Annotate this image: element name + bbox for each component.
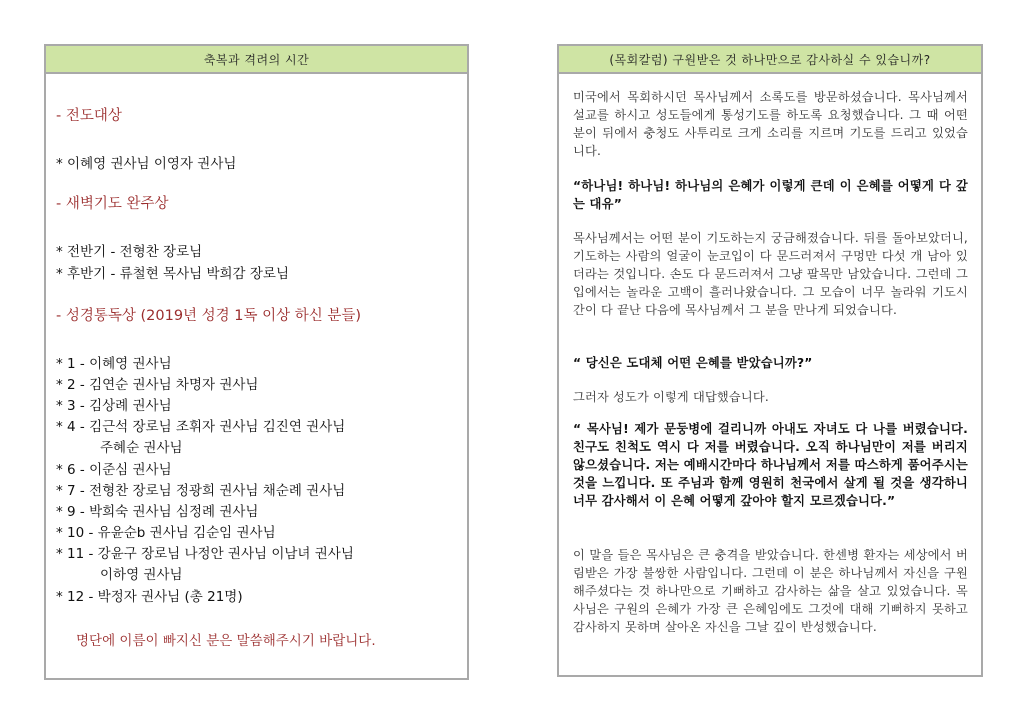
column-quote: “ 당신은 도대체 어떤 은혜를 받았습니까?”: [573, 356, 813, 370]
column-panel-header: (목회칼럼) 구원받은 것 하나만으로 감사하실 수 있습니까?: [559, 46, 981, 74]
section-bible-title: - 성경통독상 (2019년 성경 1독 이상 하신 분들): [56, 308, 362, 324]
bible-item: * 6 - 이준심 권사님: [56, 462, 172, 478]
bible-item: * 10 - 유윤순b 권사님 김순임 권사님: [56, 525, 276, 541]
column-panel: [557, 44, 983, 677]
bible-item: * 2 - 김연순 권사님 차명자 권사님: [56, 377, 259, 393]
column-quote: “ 목사님! 제가 문둥병에 걸리니까 아내도 자녀도 다 나를 버렸습니다. 친구도 친척도 역시 다 저를 버렸습니다. 오직 하나님만이 저를 버리지 않으셨습니다. 저는 예배시간마다 하나님께서 저를 따스하게 품어주시는 것을 느낍니다. 또 주님과 함께 영원히 천국에서 살게 될 것을 생각하니 너무 감사해서 이 은혜 어떻게 갚아야 할지 모르겠습니다.”: [573, 422, 968, 508]
dawn-item: * 전반기 - 전형찬 장로님: [56, 244, 203, 260]
column-panel-body: [559, 74, 981, 674]
bible-item: * 9 - 박희숙 권사님 심정례 권사님: [56, 504, 259, 520]
blessing-panel-body: [46, 74, 467, 674]
evangelism-item: * 이혜영 권사님 이영자 권사님: [56, 156, 237, 172]
bible-item-continued: 주혜순 권사님: [100, 440, 183, 456]
dawn-item: * 후반기 - 류철현 목사님 박희감 장로님: [56, 266, 289, 282]
column-quote: “하나님! 하나님! 하나님의 은혜가 이렇게 큰데 이 은혜를 어떻게 다 갚는 대유”: [573, 179, 968, 211]
section-dawn-title: - 새벽기도 완주상: [56, 196, 169, 212]
column-paragraph: 그러자 성도가 이렇게 대답했습니다.: [573, 390, 769, 404]
section-evangelism-title: - 전도대상: [56, 108, 122, 124]
blessing-panel: [44, 44, 469, 680]
column-paragraph: 미국에서 목회하시던 목사님께서 소록도를 방문하셨습니다. 목사님께서 설교를 하시고 성도들에게 통성기도를 하도록 요청했습니다. 그 때 어떤 분이 뒤에서 충청도 사투리로 크게 소리를 지르며 기도를 드리고 있었습니다.: [573, 90, 968, 158]
bible-item: * 3 - 김상례 권사님: [56, 398, 172, 414]
bible-item: * 7 - 전형찬 장로님 정광희 권사님 채순례 권사님: [56, 483, 346, 499]
blessing-panel-header: 축복과 격려의 시간: [46, 46, 467, 74]
bible-item: * 11 - 강윤구 장로님 나정안 권사님 이남녀 권사님: [56, 546, 354, 562]
bible-item: * 12 - 박정자 권사님 (총 21명): [56, 589, 243, 605]
bible-item: * 4 - 김근석 장로님 조휘자 권사님 김진연 권사님: [56, 419, 346, 435]
column-paragraph: 목사님께서는 어떤 분이 기도하는지 궁금해졌습니다. 뒤를 돌아보았더니, 기도하는 사람의 얼굴이 눈코입이 다 문드러져서 구멍만 다섯 개 남아 있더라는 것입니다. 손도 다 문드러져서 그냥 팔목만 남았습니다. 그런데 그 입에서는 놀라운 고백이 흘러나왔습니다. 그 모습이 너무 놀라워 기도시간이 다 끝난 다음에 목사님께서 그 분을 만나게 되었습니다.: [573, 231, 968, 317]
column-paragraph: 이 말을 들은 목사님은 큰 충격을 받았습니다. 한센병 환자는 세상에서 버림받은 가장 불쌍한 사람입니다. 그런데 이 분은 하나님께서 자신을 구원해주셨다는 것 하나만으로 기뻐하고 감사하는 삶을 살고 있었습니다. 목사님은 구원의 은혜가 가장 큰 은혜임에도 그것에 대해 기뻐하지 못하고 감사하지 못하며 살아온 자신을 그날 깊이 반성했습니다.: [573, 548, 968, 634]
bible-item: * 1 - 이혜영 권사님: [56, 356, 172, 372]
bible-item-continued: 이하영 권사님: [100, 567, 183, 583]
missing-names-note: 명단에 이름이 빠지신 분은 말씀해주시기 바랍니다.: [76, 633, 376, 649]
